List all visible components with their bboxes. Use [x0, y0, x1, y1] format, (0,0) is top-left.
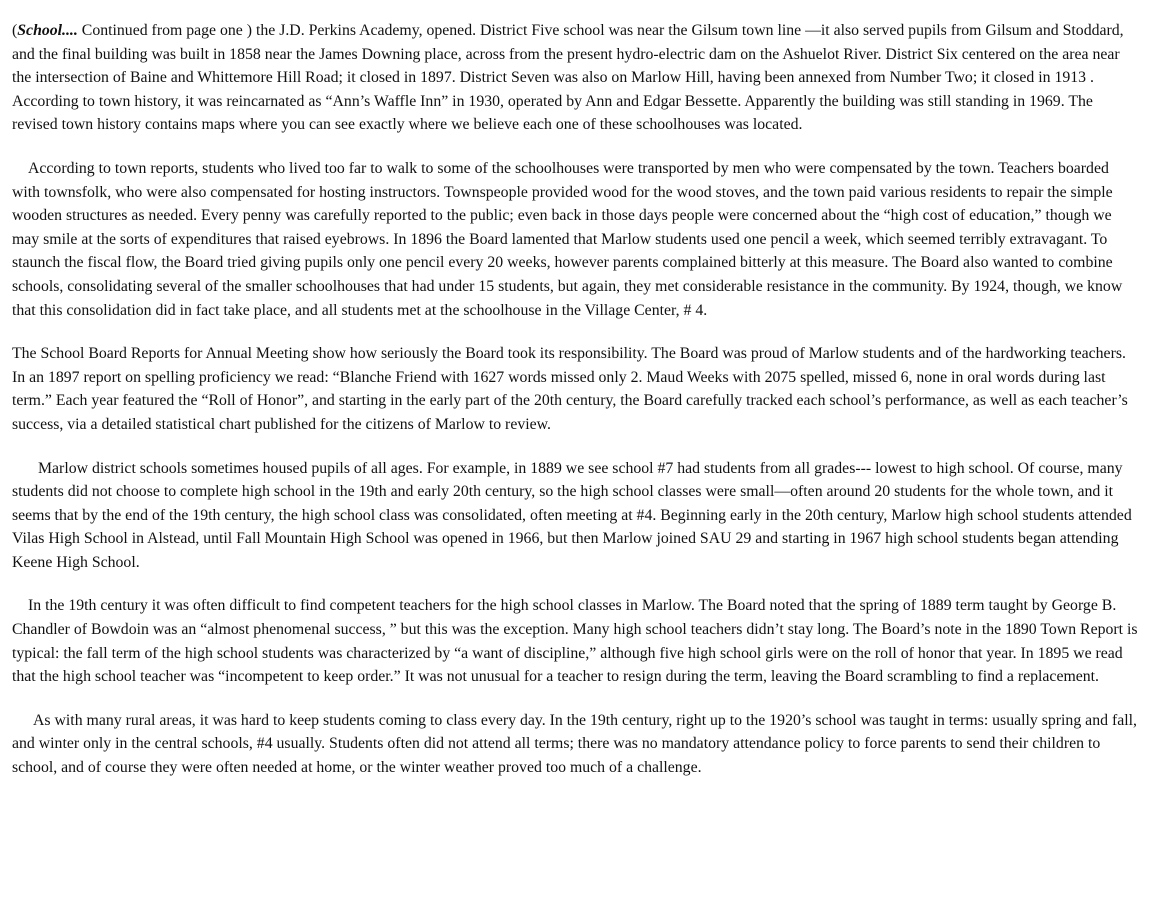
paragraph-2: According to town reports, students who lived too far to walk to some of the schoolhouses were transported by men who were compensated by the town. Teachers boarded with townsfolk, who were also compensated for hosting instructors. Townspeople provided wood for the wood stoves, and the town paid various residents to repair the simple wooden structures as needed. Every penny was carefully reported to the public; even back in those days people were concerned about the “high cost of education,” though we may smile at the sorts of expenditures that raised eyebrows. In 1896 the Board lamented that Marlow students used one pencil a week, which seemed terribly extravagant. To staunch the fiscal flow, the Board tried giving pupils only one pencil every 20 weeks, however parents complained bitterly at this measure. The Board also wanted to combine schools, consolidating several of the smaller schoolhouses that had under 15 students, but again, they met considerable resistance in the community. By 1924, though, we know that this consolidation did in fact take place, and all students met at the schoolhouse in the Village Center, # 4. — [12, 159, 1123, 319]
paragraph-5: In the 19th century it was often difficult to find competent teachers for the high school classes in Marlow. The Board noted that the spring of 1889 term taught by George B. Chandler of Bowdoin was an “almost phenomenal success, ” but this was the exception. Many high school teachers didn’t stay long. The Board’s note in the 1890 Town Report is typical: the fall term of the high school students was characterized by “a want of discipline,” although five high school girls were on the roll of honor that year. In 1895 we read that the high school teacher was “incompetent to keep order.” It was not unusual for a teacher to resign during the term, leaving the Board scrambling to find a replacement. — [12, 597, 1138, 686]
paragraph-1-text: Continued from page one ) the J.D. Perkins Academy, opened. District Five school was near the Gilsum town line —it also served pupils from Gilsum and Stoddard, and the final building was built in 1858 near the James Downing place, across from the present hydro-electric dam on the Ashuelot River. District Six centered on the area near the intersection of Baine and Whittemore Hill Road; it closed in 1897. District Seven was also on Marlow Hill, having been annexed from Number Two; it closed in 1913 . According to town history, it was reincarnated as “Ann’s Waffle Inn” in 1930, operated by Ann and Edgar Bessette. Apparently the building was still standing in 1969. The revised town history contains maps where you can see exactly where we believe each one of these schoolhouses was located. — [12, 22, 1124, 134]
paragraph-6: As with many rural areas, it was hard to keep students coming to class every day. In the 19th century, right up to the 1920’s school was taught in terms: usually spring and fall, and winter only in the central schools, #4 usually. Students often did not attend all terms; there was no mandatory attendance policy to force parents to send their children to school, and of course they were often needed at home, or the winter weather proved too much of a challenge. — [12, 711, 1137, 777]
paragraph-1 — [12, 19, 1140, 137]
article-body — [12, 19, 1140, 800]
paragraph-4: Marlow district schools sometimes housed pupils of all ages. For example, in 1889 we see school #7 had students from all grades--- lowest to high school. Of course, many students did not choose to complete high school in the 19th and early 20th century, so the high school classes were small—often around 20 students for the whole town, and it seems that by the end of the 19th century, the high school class was consolidated, often meeting at #4. Beginning early in the 20th century, Marlow high school students attended Vilas High School in Alstead, until Fall Mountain High School was opened in 1966, but then Marlow joined SAU 29 and starting in 1967 high school students began attending Keene High School. — [12, 459, 1132, 571]
lead-word: School.... — [17, 22, 78, 39]
paragraph-3: The School Board Reports for Annual Meeting show how seriously the Board took its responsibility. The Board was proud of Marlow students and of the hardworking teachers. In an 1897 report on spelling proficiency we read: “Blanche Friend with 1627 words missed only 2. Maud Weeks with 2075 spelled, missed 6, none in oral words during last term.” Each year featured the “Roll of Honor”, and starting in the early part of the 20th century, the Board carefully tracked each school’s performance, as well as each teacher’s success, via a detailed statistical chart published for the citizens of Marlow to review. — [12, 345, 1128, 433]
open-paren: ( — [12, 22, 18, 39]
